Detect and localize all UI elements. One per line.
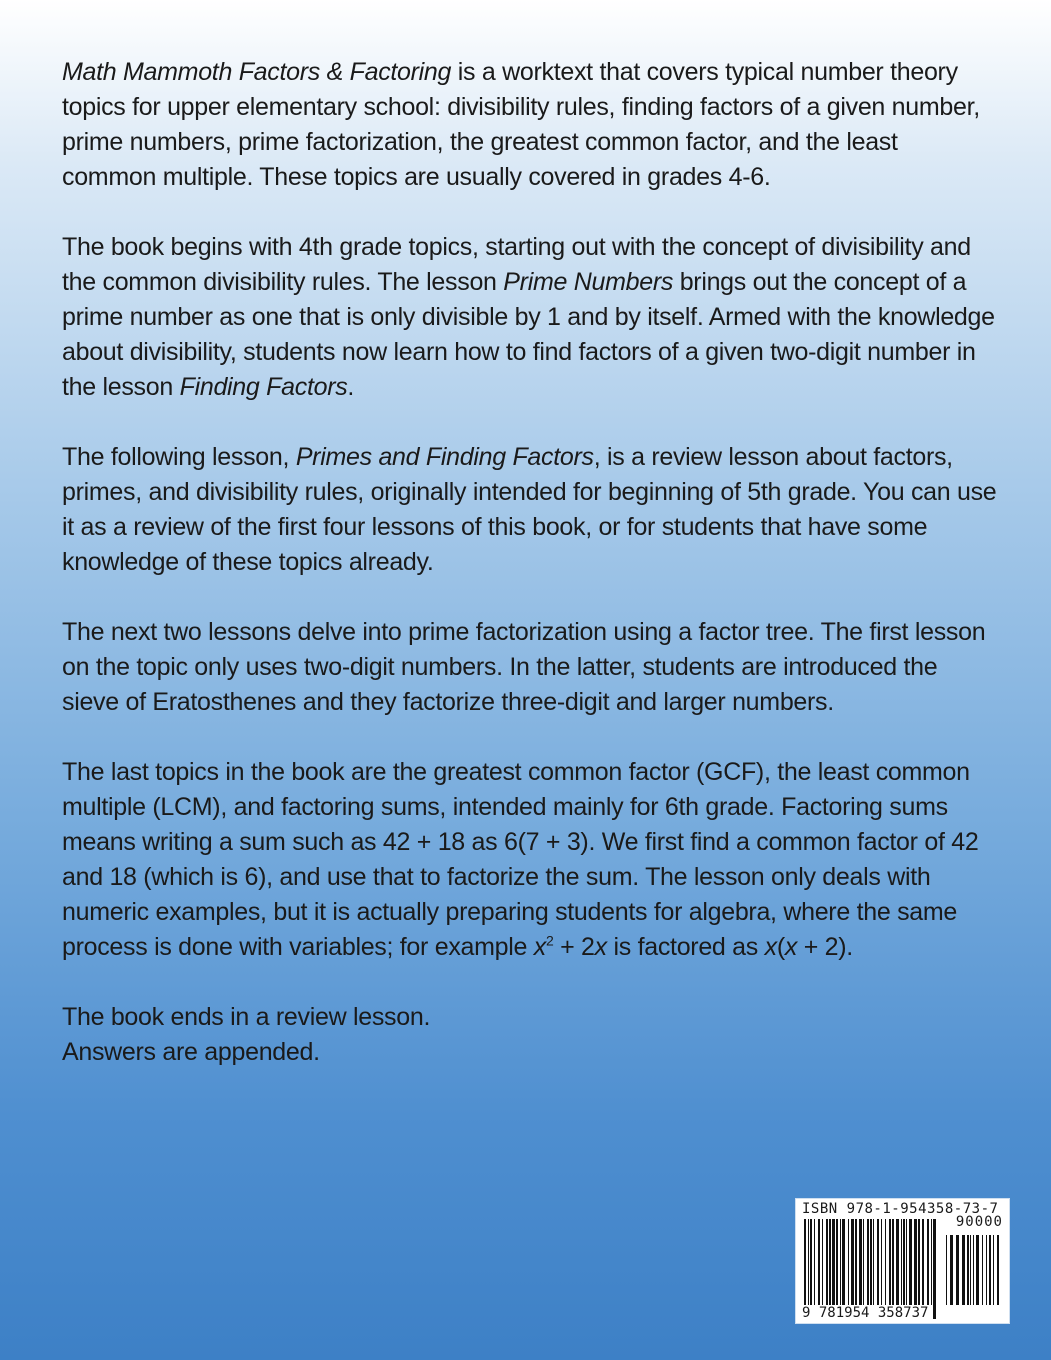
barcode-bar <box>918 1219 920 1305</box>
barcode-bar <box>855 1219 857 1305</box>
barcode-bar <box>903 1219 905 1305</box>
barcode-bar <box>814 1219 815 1305</box>
paragraph <box>62 440 997 580</box>
text-segment: is a worktext that covers typical number theory topics for upper elementary school: divisibility rules, finding factors of a given number, prime numbers, prime factorization, the greatest common factor, and the least common multiple. These topics are usually covered in grades 4-6. <box>62 58 980 191</box>
text-segment: + 2). <box>797 933 853 961</box>
barcode-bar <box>842 1219 845 1305</box>
barcode-bar <box>808 1219 809 1305</box>
barcode-bar <box>840 1219 841 1305</box>
italic-text: Math Mammoth Factors & Factoring <box>62 58 452 86</box>
text-segment: Answers are appended. <box>62 1038 320 1066</box>
paragraph <box>62 615 997 720</box>
barcode-bar <box>896 1219 899 1305</box>
barcode-bar <box>956 1235 959 1305</box>
paragraph <box>62 230 997 405</box>
text-segment: 2 <box>545 932 554 949</box>
paragraph <box>62 55 997 195</box>
barcode-bar <box>867 1219 869 1319</box>
barcode-bar <box>970 1235 971 1305</box>
italic-text: Primes and Finding Factors <box>295 443 594 471</box>
isbn-label: ISBN 978-1-954358-73-7 <box>802 1201 999 1217</box>
barcode-bar <box>950 1235 953 1305</box>
barcode-bar <box>822 1219 823 1305</box>
paragraph <box>62 1000 997 1035</box>
barcode-bar <box>962 1235 965 1305</box>
barcode-bar <box>848 1219 849 1305</box>
barcode-bar <box>889 1219 891 1305</box>
barcode-bar <box>829 1219 831 1305</box>
barcode-bar <box>877 1219 879 1305</box>
barcode-bar <box>986 1235 987 1305</box>
barcode-bar <box>989 1235 991 1305</box>
barcode-bar <box>906 1219 907 1305</box>
paragraph <box>62 755 997 965</box>
barcode-bar <box>931 1219 932 1305</box>
text-segment: The book begins with 4th grade topics, starting out with the concept of divisibility and the common divisibility rules. The lesson <box>62 233 971 296</box>
barcode-bar <box>901 1219 902 1305</box>
text-segment: . <box>347 373 355 401</box>
barcode-bar <box>818 1219 820 1305</box>
barcode-bar <box>863 1219 864 1305</box>
text-segment: + 2 <box>553 933 595 961</box>
italic-text: Prime Numbers <box>503 268 674 296</box>
italic-text: x <box>784 933 798 961</box>
barcode-bar <box>973 1235 974 1305</box>
back-cover-text <box>62 55 997 1105</box>
barcode-bar <box>982 1235 983 1305</box>
text-segment: is factored as <box>606 933 765 961</box>
text-segment: , is a review lesson about factors, primes, and divisibility rules, originally intended for beginning of 5th grade. You can use it as a review of the first four lessons of this book, or for students that have some knowledge of these topics already. <box>62 443 997 576</box>
barcode-number: 9 781954 358737 <box>802 1305 929 1321</box>
barcode-bar <box>804 1219 806 1319</box>
text-segment: The book ends in a review lesson. <box>62 1003 431 1031</box>
barcode-bar <box>892 1219 894 1305</box>
isbn-barcode <box>795 1198 1010 1324</box>
italic-text: x <box>764 933 777 961</box>
barcode-bar <box>909 1219 912 1305</box>
barcode-bar <box>851 1219 854 1305</box>
barcode-bar <box>927 1219 929 1305</box>
barcode-bar <box>810 1219 812 1305</box>
barcode-bar <box>933 1219 936 1319</box>
italic-text: x <box>533 933 546 961</box>
text-segment: The last topics in the book are the greatest common factor (GCF), the least common multiple (LCM), and factoring sums, intended mainly for 6th grade. Factoring sums means writing a sum such as 42 + 18 as 6(7 + 3). We first find a common factor of 42 and 18 (which is 6), and use that to factorize the sum. The lesson only deals with numeric examples, but it is actually preparing students for algebra, where the same process is done with variables; for example <box>62 758 979 961</box>
barcode-bar <box>976 1235 979 1305</box>
italic-text: x <box>594 933 607 961</box>
italic-text: Finding Factors <box>179 373 348 401</box>
barcode-bar <box>881 1219 882 1305</box>
text-segment: ( <box>776 933 785 961</box>
text-segment: The next two lessons delve into prime factorization using a factor tree. The first lesson on the topic only uses two-digit numbers. In the latter, students are introduced the sieve of Eratosthenes and they factorize three-digit and larger numbers. <box>62 618 986 716</box>
barcode-bar <box>873 1219 874 1305</box>
barcode-bar <box>914 1219 917 1305</box>
barcode-bar <box>997 1235 999 1305</box>
text-segment: brings out the concept of a prime number as one that is only divisible by 1 and by itself. Armed with the knowledge about divisibility, students now learn how to find factors of a given two-digit number in the lesson <box>62 268 995 401</box>
text-segment: The following lesson, <box>62 443 296 471</box>
barcode-bar <box>836 1219 838 1305</box>
barcode-bar <box>832 1219 835 1305</box>
barcode-bar <box>946 1235 947 1305</box>
barcode-bar <box>870 1219 872 1319</box>
price-code: 90000 <box>955 1214 1003 1230</box>
barcode-bar <box>993 1235 994 1305</box>
barcode-bar <box>859 1219 862 1305</box>
barcode-bar <box>967 1235 969 1305</box>
paragraph <box>62 1035 997 1070</box>
barcode-bar <box>826 1219 828 1305</box>
barcode-bar <box>885 1219 886 1305</box>
barcode-bar <box>922 1219 924 1305</box>
